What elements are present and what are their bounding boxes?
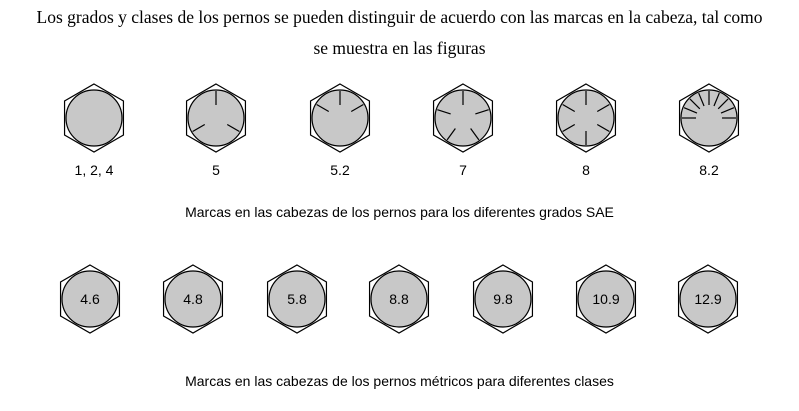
intro-line-1: Los grados y clases de los pernos se pueden distinguir de acuerdo con las marcas en la cabeza, tal como [36,7,763,27]
sae-bolt-head [187,84,246,152]
metric-class-label: 10.9 [592,291,620,307]
metric-bolt-head [370,265,429,333]
metric-class-label: 9.8 [493,291,513,307]
metric-class-label: 8.8 [389,291,409,307]
sae-grade-label: 5 [212,162,220,178]
sae-grade-label: 7 [459,162,467,178]
metric-bolt-head [268,265,327,333]
sae-grade-label: 8 [582,162,590,178]
metric-bolt-head [61,265,120,333]
sae-bolt-head [434,84,493,152]
metric-class-label: 5.8 [287,291,307,307]
metric-bolt-head [577,265,636,333]
sae-caption: Marcas en las cabezas de los pernos para los diferentes grados SAE [185,204,614,220]
metric-class-label: 4.6 [80,291,100,307]
sae-grade-label: 1, 2, 4 [74,162,114,178]
sae-bolt-head [680,84,739,152]
metric-class-label: 12.9 [694,291,722,307]
metric-bolt-head [474,265,533,333]
intro-line-2: se muestra en las figuras [313,38,486,58]
metric-bolt-head [164,265,223,333]
metric-bolt-row [61,265,738,333]
sae-bolt-row [65,84,739,152]
metric-caption: Marcas en las cabezas de los pernos métricos para diferentes clases [185,373,614,389]
sae-grade-label: 8.2 [699,162,719,178]
bolt-head-circle [66,90,122,146]
metric-bolt-head [679,265,738,333]
sae-grade-label: 5.2 [330,162,350,178]
sae-bolt-head [311,84,370,152]
sae-bolt-head [65,84,124,152]
sae-bolt-head [557,84,616,152]
metric-class-label: 4.8 [183,291,203,307]
